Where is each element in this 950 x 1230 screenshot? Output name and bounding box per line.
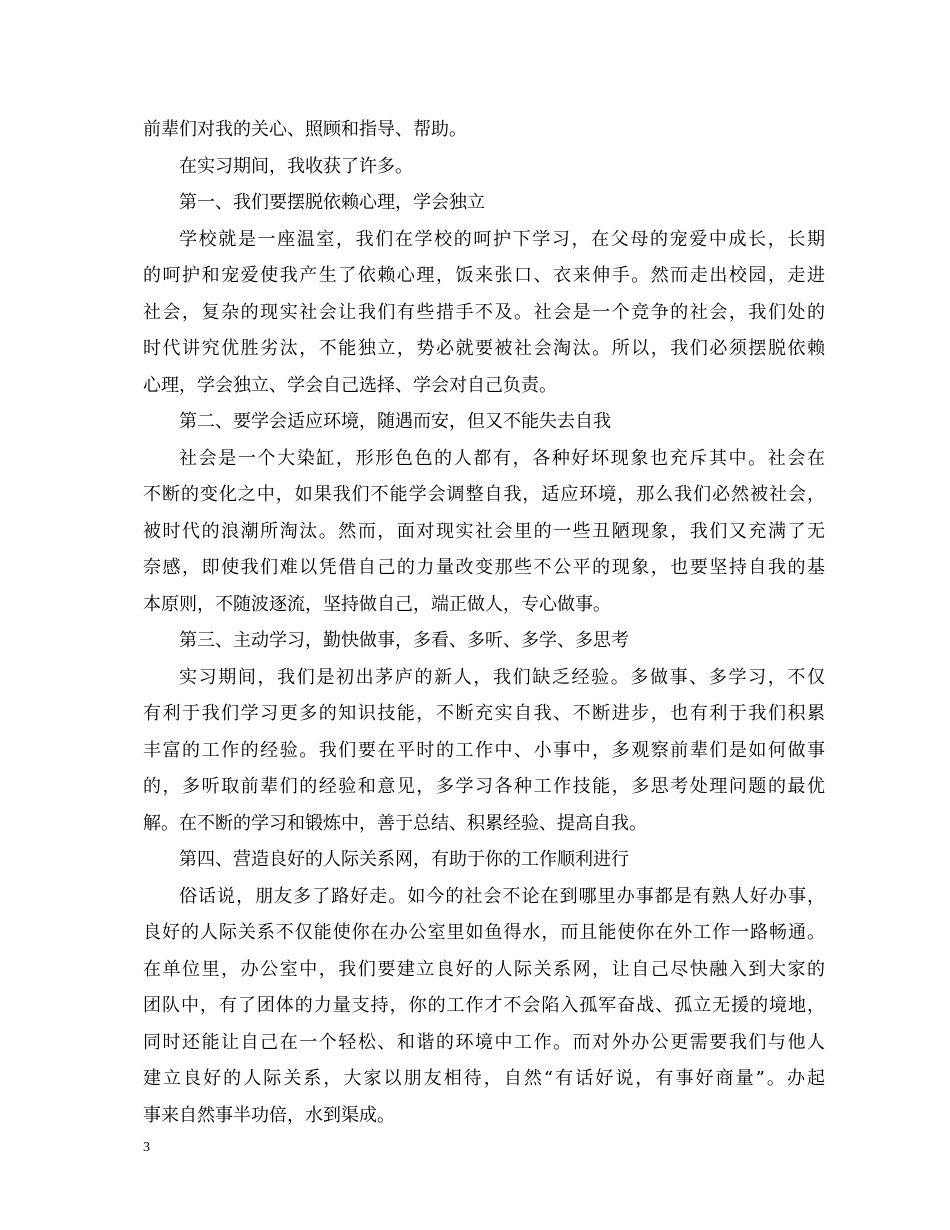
text-line: 本原则，不随波逐流，坚持做自己，端正做人，专心做事。 bbox=[143, 593, 611, 615]
text-line: 同时还能让自己在一个轻松、和谐的环境中工作。而对外办公更需要我们与他人 bbox=[143, 1031, 825, 1053]
text-line: 的，多听取前辈们的经验和意见，多学习各种工作技能，多思考处理问题的最优 bbox=[143, 776, 825, 797]
text-line: 心理，学会独立、学会自己选择、学会对自己负责。 bbox=[143, 374, 557, 396]
body-text bbox=[143, 112, 825, 1134]
text-line: 社会是一个大染缸，形形色色的人都有，各种好坏现象也充斥其中。社会在 bbox=[179, 447, 825, 469]
text-line: 的呵护和宠爱使我产生了依赖心理，饭来张口、衣来伸手。然而走出校园，走进 bbox=[143, 265, 825, 286]
text-line: 事来自然事半功倍，水到渠成。 bbox=[143, 1104, 395, 1126]
text-line: 第一、我们要摆脱依赖心理，学会独立 bbox=[179, 192, 485, 213]
text-line: 俗话说，朋友多了路好走。如今的社会不论在到哪里办事都是有熟人好办事， bbox=[179, 885, 825, 907]
text-line: 良好的人际关系不仅能使你在办公室里如鱼得水，而且能使你在外工作一路畅通。 bbox=[143, 922, 825, 943]
text-line: 建立良好的人际关系，大家以朋友相待，自然“有话好说，有事好商量”。办起 bbox=[143, 1068, 825, 1089]
page-number: 3 bbox=[143, 1140, 150, 1155]
text-line: 前辈们对我的关心、照顾和指导、帮助。 bbox=[143, 119, 467, 140]
text-line: 解。在不断的学习和锻炼中，善于总结、积累经验、提高自我。 bbox=[143, 812, 647, 834]
text-line: 在单位里，办公室中，我们要建立良好的人际关系网，让自己尽快融入到大家的 bbox=[143, 958, 825, 980]
text-line: 不断的变化之中，如果我们不能学会调整自我，适应环境，那么我们必然被社会， bbox=[143, 484, 825, 505]
text-line: 第三、主动学习，勤快做事，多看、多听、多学、多思考 bbox=[179, 630, 629, 651]
text-line: 实习期间，我们是初出茅庐的新人，我们缺乏经验。多做事、多学习，不仅 bbox=[179, 666, 825, 688]
text-line: 丰富的工作的经验。我们要在平时的工作中、小事中，多观察前辈们是如何做事 bbox=[143, 739, 825, 761]
text-line: 第二、要学会适应环境，随遇而安，但又不能失去自我 bbox=[179, 411, 611, 432]
text-line: 有利于我们学习更多的知识技能，不断充实自我、不断进步，也有利于我们积累 bbox=[143, 703, 825, 724]
text-line: 奈感，即使我们难以凭借自己的力量改变那些不公平的现象，也要坚持自我的基 bbox=[143, 557, 825, 578]
text-line: 被时代的浪潮所淘汰。然而，面对现实社会里的一些丑陋现象，我们又充满了无 bbox=[143, 520, 825, 542]
text-line: 学校就是一座温室，我们在学校的呵护下学习，在父母的宠爱中成长，长期 bbox=[179, 228, 825, 250]
text-line: 社会，复杂的现实社会让我们有些措手不及。社会是一个竞争的社会，我们处的 bbox=[143, 301, 825, 323]
text-line: 第四、营造良好的人际关系网，有助于你的工作顺利进行 bbox=[179, 849, 629, 870]
text-line: 团队中，有了团体的力量支持，你的工作才不会陷入孤军奋战、孤立无援的境地， bbox=[143, 995, 825, 1016]
text-line: 在实习期间，我收获了许多。 bbox=[179, 155, 413, 177]
text-line: 时代讲究优胜劣汰，不能独立，势必就要被社会淘汰。所以，我们必须摆脱依赖 bbox=[143, 338, 825, 359]
